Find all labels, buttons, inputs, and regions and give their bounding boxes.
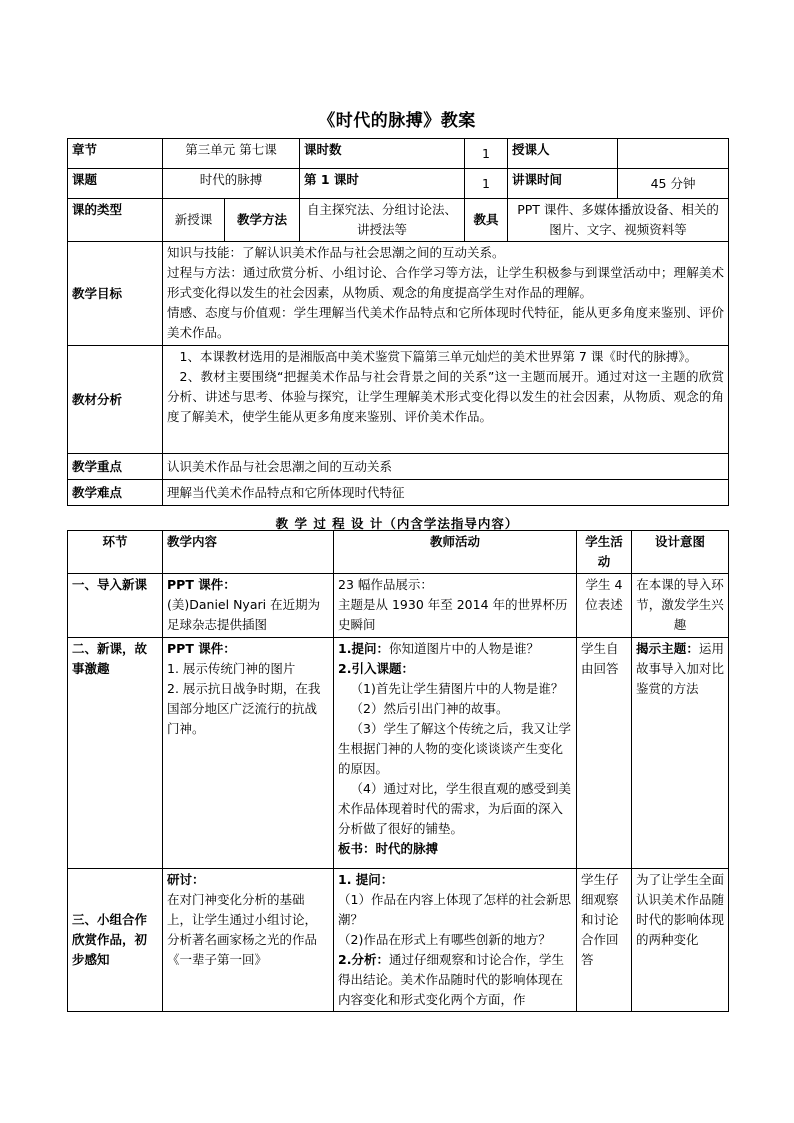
type-label: 课的类型 [68, 199, 163, 242]
time-value: 45 分钟 [618, 169, 729, 199]
stage-cell: 一、导入新课 [68, 574, 163, 638]
teacher-line: 主题是从 1930 年至 2014 年的世界杯历史瞬间 [338, 597, 568, 632]
document-title: 《时代的脉搏》教案 [318, 111, 476, 131]
content-line: (美)Daniel Nyari 在近期为足球杂志提供插图 [167, 597, 321, 632]
header-student: 学生活动 [577, 531, 632, 574]
analysis-point-2: 2、教材主要围绕“把握美术作品与社会背景之间的关系”这一主题而展开。通过对这一主题的欣赏分析、讲述与思考、体验与探究，让学生理解美术形式变化得以发生的社会因素，从物质、观念的角度了解美术，使学生能从更多角度来鉴别、评价美术作品。 [167, 369, 725, 424]
analysis-content [163, 346, 729, 454]
teacher-step: （1)首先让学生猜图片中的人物是谁？ [350, 681, 564, 696]
difficulty-label: 教学难点 [68, 480, 163, 506]
difficulty-value: 理解当代美术作品特点和它所体现时代特征 [163, 480, 729, 506]
process-section-title: 教 学 过 程 设 计（内含学法指导内容） [275, 516, 519, 531]
intent-text: 运用故事导入加对比鉴赏的方法 [636, 641, 724, 696]
goals-content [163, 242, 729, 346]
student-cell: 学生 4 位表述 [577, 574, 632, 638]
teacher-step: （4）通过对比，学生很直观的感受到美术作品体现着时代的需求，为后面的深入分析做了很好的铺垫。 [338, 781, 571, 836]
table-row [68, 638, 729, 869]
goals-label: 教学目标 [68, 242, 163, 346]
hours-value: 1 [465, 139, 508, 169]
teacher-analysis-head: 2.分析： [338, 952, 389, 967]
teacher-line: 23 幅作品展示： [338, 577, 433, 592]
header-teacher: 教师活动 [334, 531, 577, 574]
analysis-label: 教材分析 [68, 346, 163, 454]
content-cell [163, 869, 334, 1012]
topic-label: 课题 [68, 169, 163, 199]
tools-value: PPT 课件、多媒体播放设备、相关的图片、文字、视频资料等 [508, 199, 729, 242]
lesson-label: 第 1 课时 [300, 169, 465, 199]
content-head: PPT 课件： [167, 641, 236, 656]
process-table [67, 530, 729, 1012]
analysis-point-1: 1、本课教材选用的是湘版高中美术鉴赏下篇第三单元灿烂的美术世界第 7 课《时代的脉搏》。 [179, 349, 698, 364]
teacher-step: （1）作品在内容上体现了怎样的社会新思潮？ [338, 892, 571, 927]
teacher-step: （3）学生了解这个传统之后，我又让学生根据门神的人物的变化谈谈谈产生变化的原因。 [338, 721, 571, 776]
teacher-value [618, 139, 729, 169]
stage-cell: 二、新课，故事激趣 [68, 638, 163, 869]
content-cell [163, 638, 334, 869]
teacher-step: （2）然后引出门神的故事。 [350, 701, 509, 716]
board-note: 板书：时代的脉搏 [338, 841, 439, 856]
teacher-intro-head: 2.引入课题： [338, 661, 414, 676]
teacher-cell [334, 869, 577, 1012]
goal-emotion: 情感、态度与价值观：学生理解当代美术作品特点和它所体现时代特征，能从更多角度来鉴别、评价美术作品。 [167, 305, 725, 340]
content-line: 2. 展示抗日战争时期，在我国部分地区广泛流行的抗战门神。 [167, 681, 321, 736]
student-cell: 学生自由回答 [577, 638, 632, 869]
header-intent: 设计意图 [632, 531, 729, 574]
key-label: 教学重点 [68, 454, 163, 480]
intent-cell [632, 638, 729, 869]
teacher-cell [334, 574, 577, 638]
lesson-value: 1 [465, 169, 508, 199]
teacher-question-head: 1. 提问： [338, 872, 394, 887]
teacher-question: 你知道图片中的人物是谁？ [388, 641, 539, 656]
teacher-question-head: 1.提问： [338, 641, 389, 656]
student-cell: 学生仔细观察和讨论合作回答 [577, 869, 632, 1012]
content-cell [163, 574, 334, 638]
topic-value: 时代的脉搏 [163, 169, 300, 199]
type-value: 新授课 [163, 199, 225, 242]
time-label: 讲课时间 [508, 169, 618, 199]
tools-label: 教具 [465, 199, 508, 242]
lesson-info-table [67, 138, 729, 506]
teacher-step: （2)作品在形式上有哪些创新的地方？ [338, 932, 551, 947]
content-head: PPT 课件： [167, 577, 236, 592]
header-content: 教学内容 [163, 531, 334, 574]
content-line: 在对门神变化分析的基础上，让学生通过小组讨论，分析著名画家杨之光的作品《一辈子第一回》 [167, 892, 318, 967]
intent-cell: 在本课的导入环节，激发学生兴趣 [632, 574, 729, 638]
chapter-label: 章节 [68, 139, 163, 169]
content-line: 1. 展示传统门神的图片 [167, 661, 296, 676]
method-label: 教学方法 [225, 199, 300, 242]
key-value: 认识美术作品与社会思潮之间的互动关系 [163, 454, 729, 480]
teacher-label: 授课人 [508, 139, 618, 169]
teacher-analysis: 通过仔细观察和讨论合作，学生得出结论。美术作品随时代的影响体现在内容变化和形式变化两个方面，作 [338, 952, 564, 1007]
teacher-cell [334, 638, 577, 869]
content-head: 研讨： [167, 872, 205, 887]
stage-cell: 三、小组合作欣赏作品，初步感知 [68, 869, 163, 1012]
goal-knowledge: 知识与技能：了解认识美术作品与社会思潮之间的互动关系。 [167, 245, 505, 260]
table-row [68, 869, 729, 1012]
hours-label: 课时数 [300, 139, 465, 169]
intent-cell: 为了让学生全面认识美术作品随时代的影响体现的两种变化 [632, 869, 729, 1012]
header-stage: 环节 [68, 531, 163, 574]
intent-head: 揭示主题： [636, 641, 699, 656]
goal-process: 过程与方法：通过欣赏分析、小组讨论、合作学习等方法，让学生积极参与到课堂活动中；理解美术形式变化得以发生的社会因素，从物质、观念的角度提高学生对作品的理解。 [167, 265, 725, 300]
chapter-value: 第三单元 第七课 [163, 139, 300, 169]
method-value: 自主探究法、分组讨论法、讲授法等 [300, 199, 465, 242]
table-row [68, 574, 729, 638]
